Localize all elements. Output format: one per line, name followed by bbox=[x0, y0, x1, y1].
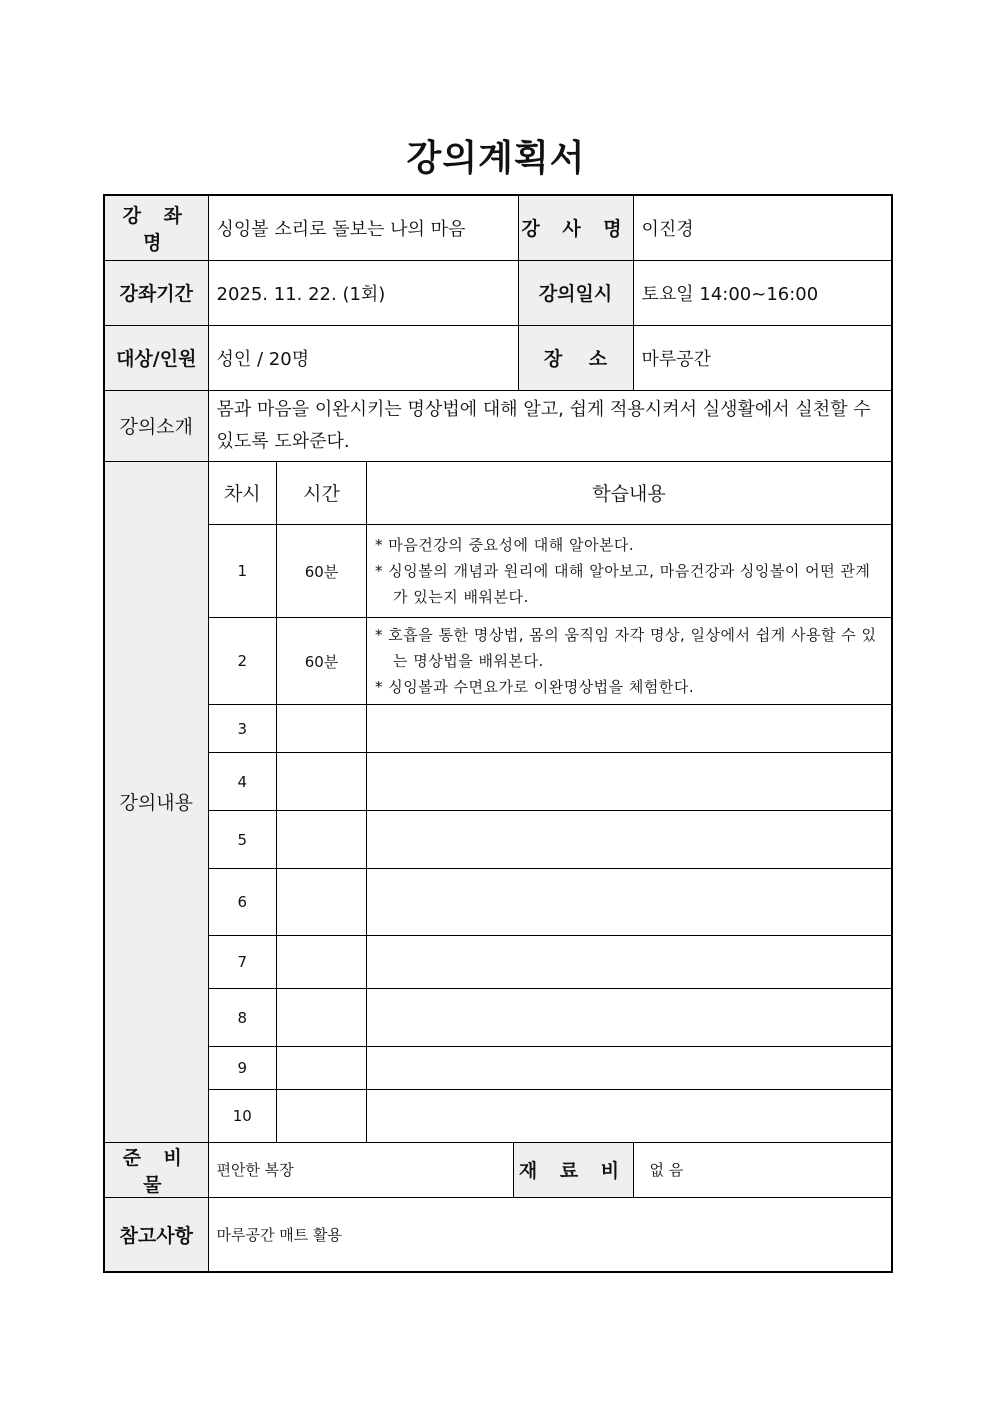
prep-label: 준 비 물 bbox=[104, 1142, 208, 1197]
session-time: 60분 bbox=[277, 525, 367, 618]
session-time: 60분 bbox=[277, 618, 367, 705]
session-content bbox=[367, 705, 892, 753]
session-content bbox=[367, 936, 892, 989]
session-content bbox=[367, 618, 892, 705]
content-bullet: * 마음건강의 중요성에 대해 알아본다. bbox=[375, 536, 635, 554]
session-row bbox=[209, 753, 892, 811]
session-number: 3 bbox=[209, 705, 277, 753]
lecture-content-label: 강의내용 bbox=[104, 461, 208, 1142]
period-label: 강좌기간 bbox=[104, 260, 208, 325]
session-row bbox=[209, 1090, 892, 1142]
session-time bbox=[277, 811, 367, 869]
session-row bbox=[209, 1047, 892, 1090]
period-value: 2025. 11. 22. (1회) bbox=[208, 260, 518, 325]
content-bullet: * 호흡을 통한 명상법, 몸의 움직임 자각 명상, 일상에서 쉽게 사용할 수 있는 명상법을 배워본다. bbox=[375, 626, 877, 670]
session-number: 7 bbox=[209, 936, 277, 989]
lecture-plan-table bbox=[103, 194, 893, 1273]
fee-label: 재 료 비 bbox=[513, 1142, 633, 1197]
session-number: 10 bbox=[232, 1106, 252, 1125]
instructor-value: 이진경 bbox=[633, 195, 892, 260]
session-row bbox=[209, 869, 892, 936]
session-time bbox=[277, 1090, 367, 1142]
session-header: 차시 bbox=[209, 462, 277, 525]
schedule-label: 강의일시 bbox=[518, 260, 633, 325]
session-content bbox=[367, 753, 892, 811]
notes-value: 마루공간 매트 활용 bbox=[208, 1197, 892, 1272]
session-content bbox=[367, 811, 892, 869]
time-header: 시간 bbox=[277, 462, 367, 525]
session-number: 9 bbox=[209, 1047, 277, 1090]
session-number: 1 bbox=[209, 525, 277, 618]
target-value: 성인 / 20명 bbox=[208, 325, 518, 390]
session-number: 2 bbox=[209, 618, 277, 705]
session-time bbox=[277, 869, 367, 936]
session-time bbox=[277, 936, 367, 989]
session-time bbox=[277, 705, 367, 753]
session-time bbox=[277, 1047, 367, 1090]
document-title: 강의계획서 bbox=[406, 138, 586, 179]
content-bullet: * 싱잉볼의 개념과 원리에 대해 알아보고, 마음건강과 싱잉볼이 어떤 관계가 있는지 배워본다. bbox=[375, 562, 871, 606]
notes-label: 참고사항 bbox=[104, 1197, 208, 1272]
instructor-label: 강 사 명 bbox=[518, 195, 633, 260]
content-bullet: * 싱잉볼과 수면요가로 이완명상법을 체험한다. bbox=[375, 678, 695, 696]
content-header: 학습내용 bbox=[367, 462, 892, 525]
session-row bbox=[209, 936, 892, 989]
session-number: 4 bbox=[209, 753, 277, 811]
session-number: 5 bbox=[209, 811, 277, 869]
course-name-value: 싱잉볼 소리로 돌보는 나의 마음 bbox=[208, 195, 518, 260]
session-row bbox=[209, 989, 892, 1047]
intro-value: 몸과 마음을 이완시키는 명상법에 대해 알고, 쉽게 적용시켜서 실생활에서 실천할 수 있도록 도와준다. bbox=[208, 390, 892, 461]
session-row bbox=[209, 525, 892, 618]
place-label: 장 소 bbox=[518, 325, 633, 390]
session-table bbox=[209, 462, 892, 1142]
course-name-label: 강 좌 명 bbox=[104, 195, 208, 260]
lecture-plan-form bbox=[103, 194, 893, 1273]
session-content bbox=[367, 1090, 892, 1142]
target-label: 대상/인원 bbox=[104, 325, 208, 390]
session-number: 6 bbox=[209, 869, 277, 936]
session-content bbox=[367, 989, 892, 1047]
session-row bbox=[209, 811, 892, 869]
session-content bbox=[367, 1047, 892, 1090]
session-content bbox=[367, 869, 892, 936]
place-value: 마루공간 bbox=[633, 325, 892, 390]
session-time bbox=[277, 989, 367, 1047]
session-time bbox=[277, 753, 367, 811]
prep-value: 편안한 복장 bbox=[208, 1142, 513, 1197]
session-row bbox=[209, 618, 892, 705]
session-number: 8 bbox=[209, 989, 277, 1047]
session-row bbox=[209, 705, 892, 753]
lecture-content-cell bbox=[208, 461, 892, 1142]
session-content bbox=[367, 525, 892, 618]
fee-value: 없 음 bbox=[633, 1142, 892, 1197]
intro-label: 강의소개 bbox=[104, 390, 208, 461]
schedule-value: 토요일 14:00~16:00 bbox=[633, 260, 892, 325]
